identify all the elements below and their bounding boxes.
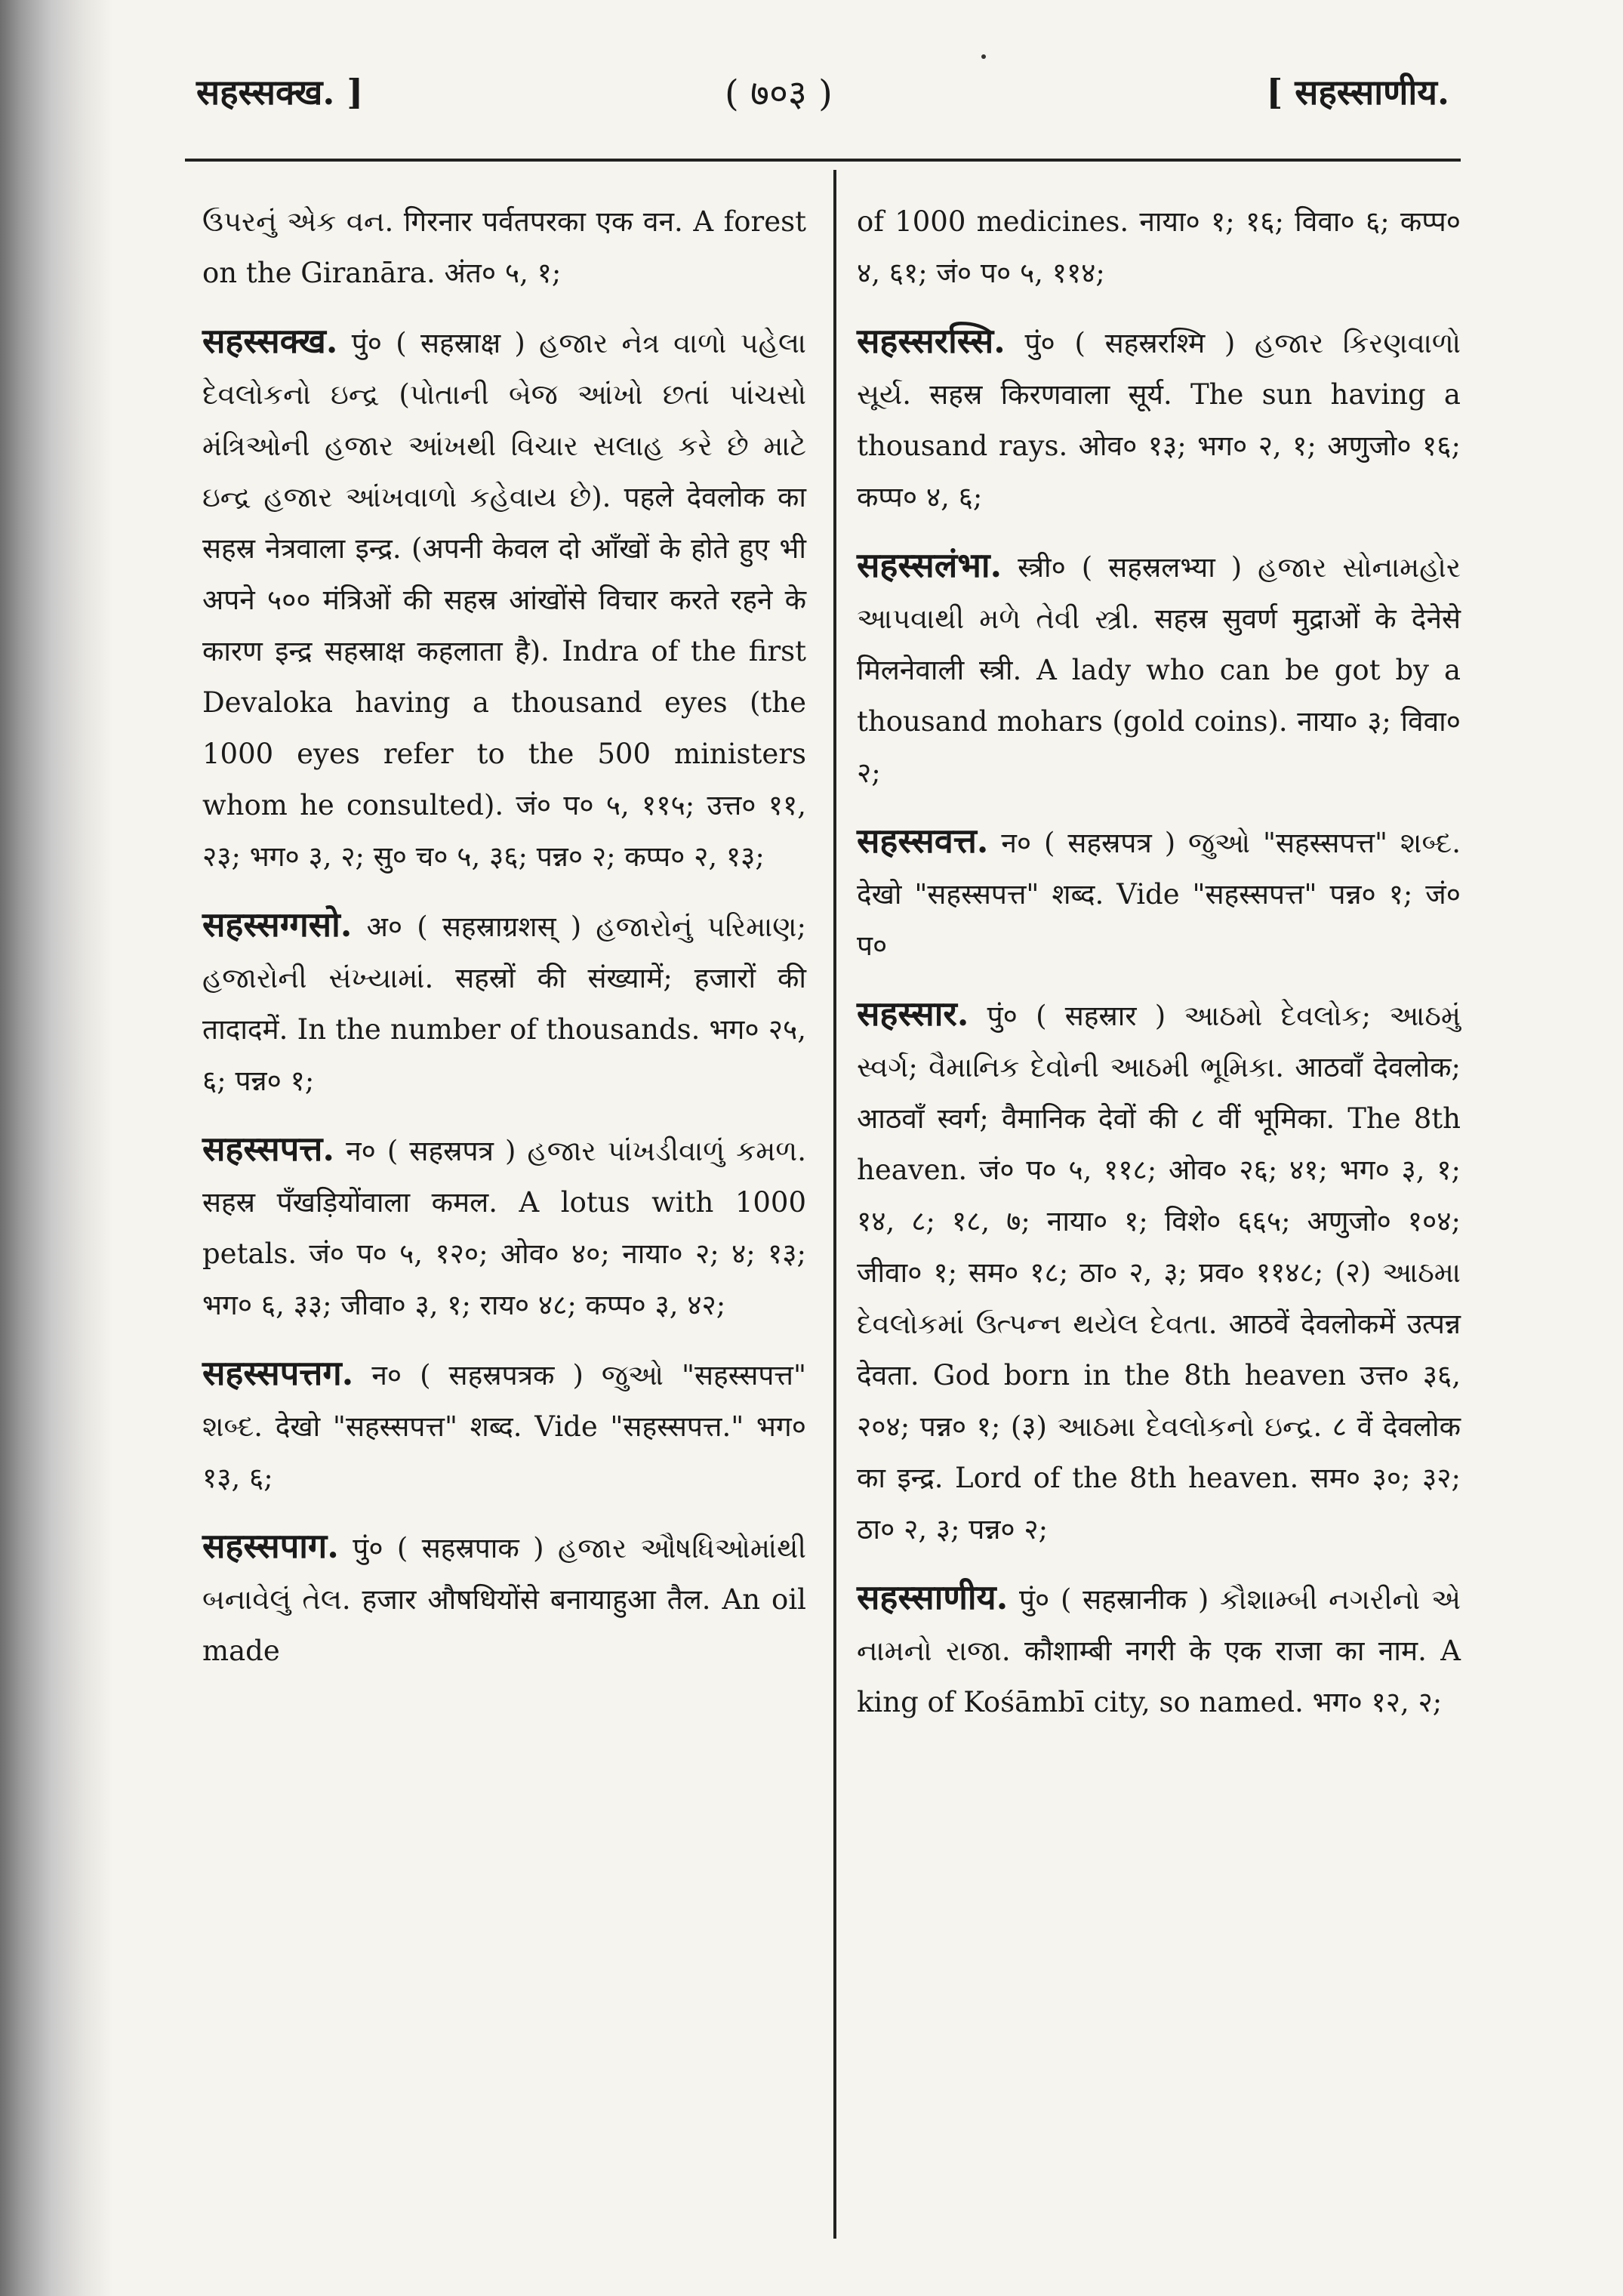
page-number: ( ७०३ ) [725, 72, 833, 115]
dictionary-entry [857, 815, 1461, 972]
entry-headword: सहस्सलंभा. [857, 545, 1002, 585]
entry-text: पुं० ( सहस्रानीक ) કૌશામ્બી નગરીનો એ નામનો રાજા. कौशाम्बी नगरी के एक राजा का नाम. A king of Kośāmbī city, so named. भग० १२, २; [857, 1583, 1461, 1718]
right-column [857, 196, 1461, 1745]
entry-headword: सहस्सक्ख. [202, 321, 338, 361]
dictionary-entry [857, 316, 1461, 523]
entry-headword: सहस्सपाग. [202, 1526, 339, 1566]
dictionary-entry [202, 1348, 806, 1504]
entry-headword: सहस्सार. [857, 994, 969, 1034]
entry-text: न० ( सहस्रपत्र ) જુઓ "सहस्सपत्त" શબ્દ. देखो "सहस्सपत्त" शब्द. Vide "सहस्सपत्त" पन्न० १; जं० प० [857, 827, 1461, 962]
dictionary-entry [857, 196, 1461, 299]
ink-dot [981, 54, 986, 59]
entry-headword: सहस्सपत्त. [202, 1129, 335, 1169]
dictionary-entry [202, 316, 806, 883]
column-divider [833, 170, 836, 2239]
dictionary-entry [202, 196, 806, 299]
header-left-guideword: सहस्सक्ख. ] [196, 72, 364, 112]
dictionary-entry [857, 540, 1461, 799]
dictionary-entry [202, 1521, 806, 1677]
entry-text: अ० ( सहस्राग्रशस् ) હજારોનું પરિમાણ; હજારોની સંખ્યામાં. सहस्रों की संख्यामें; हजारों की तादादमें. In the number of thousands. भग० २५, ६; पन्न० १; [202, 911, 806, 1097]
entry-headword: सहस्सपत्तग. [202, 1353, 354, 1393]
entry-text: न० ( सहस्रपत्र ) હજાર પાંખડીવાળું કમળ. सहस्र पँखड़ियोंवाला कमल. A lotus with 1000 petals. जं० प० ५, १२०; ओव० ४०; नाया० २; ४; १३; भग० ६, ३३; जीवा० ३, १; राय० ४८; कप्प० ३, ४२; [202, 1135, 807, 1321]
header-rule [185, 159, 1461, 162]
dictionary-entry [857, 988, 1461, 1555]
dictionary-entry [202, 1123, 806, 1331]
entry-headword: सहस्सग्गसो. [202, 905, 353, 945]
entry-text: पुं० ( सहस्रार ) આઠમો દેવલોક; આઠમું સ્વર્ગ; વૈમાનિક દેવોની આઠમી ભૂમિકા. आठवाँ देवलोक; आठवाँ स्वर्ग; वैमानिक देवों की ८ वीं भूमिका. The 8th heaven. जं० प० ५, ११८; ओव० २६; ४१; भग० ३, १; १४, ८; १८, ७; नाया० १; विशे० ६६५; अणुजो० १०४; जीवा० १; सम० १८; ठा० २, ३; प्रव० ११४८; (२) આઠમા દેવલોકમાં ઉત્પન્ન થયેલ દેવતા. आठवें देवलोकमें उत्पन्न देवता. God born in the 8th heaven उत्त० ३६, २०४; पन्न० १; (३) આઠમા દેવલોકનો ઇન્દ્ર. ८ वें देवलोक का इन्द्र. Lord of the 8th heaven. सम० ३०; ३२; ठा० २, ३; पन्न० २; [857, 1000, 1461, 1546]
left-column [202, 196, 806, 1693]
entry-headword: सहस्साणीय. [857, 1577, 1009, 1617]
dictionary-entry [202, 899, 806, 1107]
entry-text: ઉપરનું એક વન. गिरनार पर्वतपरका एक वन. A forest on the Giranāra. अंत० ५, १; [202, 205, 806, 289]
entry-headword: सहस्सवत्त. [857, 821, 989, 861]
entry-headword: सहस्सरस्सि. [857, 321, 1006, 361]
entry-text: स्त्री० ( सहस्रलभ्या ) હજાર સોનામહોર આપવાથી મળે તેવી સ્ત્રી. सहस्र सुवर्ण मुद्राओं के देनेसे मिलनेवाली स्त्री. A lady who can be got by a thousand mohars (gold coins). नाया० ३; विवा० २; [857, 551, 1461, 789]
header-right-guideword: [ सहस्साणीय. [1266, 72, 1449, 112]
scan-edge-shadow [0, 0, 113, 2296]
entry-text: पुं० ( सहस्ररश्मि ) હજાર કિરણવાળો સૂર્ય. सहस्र किरणवाला सूर्य. The sun having a thousand rays. ओव० १३; भग० २, १; अणुजो० १६; कप्प० ४, ६; [857, 327, 1461, 513]
entry-text: न० ( सहस्रपत्रक ) જુઓ "सहस्सपत्त" શબ્દ. देखो "सहस्सपत्त" शब्द. Vide "सहस्सपत्त." भग० १३, ६; [202, 1359, 806, 1494]
entry-text: पुं० ( सहस्राक्ष ) હજાર નેત્ર વાળો પહેલા દેવલોકનો ઇન્દ્ર (પોતાની બેજ આંખો છતાં પાંચસો મંત્રિઓની હજાર આંખથી વિચાર સલાહ કરે છે માટે ઇન્દ્ર હજાર આંખવાળો કહેવાય છે). पहले देवलोक का सहस्र नेत्रवाला इन्द्र. (अपनी केवल दो आँखों के होते हुए भी अपने ५०० मंत्रिओं की सहस्र आंखोंसे विचार करते रहने के कारण इन्द्र सहस्राक्ष कहलाता है). Indra of the first Devaloka having a thousand eyes (the 1000 eyes refer to the 500 ministers whom he consulted). जं० प० ५, ११५; उत्त० ११, २३; भग० ३, २; सु० च० ५, ३६; पन्न० २; कप्प० २, १३; [202, 327, 806, 873]
page-header [196, 68, 1449, 121]
entry-text: पुं० ( सहस्रपाक ) હજાર ઔષધિઓમાંથી બનાવેલું તેલ. हजार औषधियोंसे बनायाहुआ तैल. An oil made [202, 1532, 806, 1667]
dictionary-entry [857, 1572, 1461, 1728]
entry-text: of 1000 medicines. नाया० १; १६; विवा० ६; कप्प० ४, ६१; जं० प० ५, ११४; [857, 205, 1461, 289]
